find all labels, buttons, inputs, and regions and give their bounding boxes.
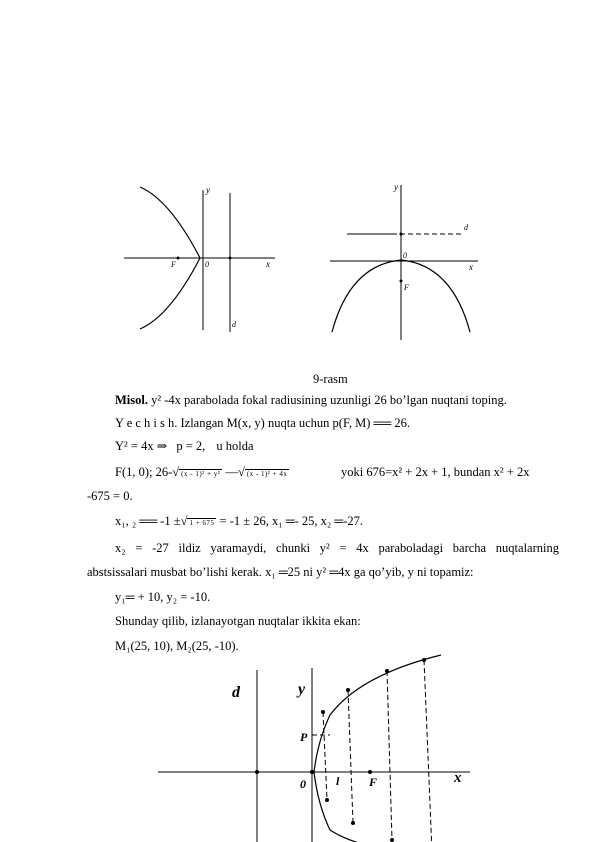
fig2-origin-label: 0 bbox=[300, 777, 306, 791]
example-label: Misol. bbox=[115, 393, 148, 407]
left-focus-label: F bbox=[171, 260, 176, 269]
left-x-label: x bbox=[266, 259, 270, 269]
sqrt-icon: √ bbox=[180, 514, 188, 528]
left-y-label: y bbox=[206, 185, 210, 195]
sqrt-icon: √ bbox=[237, 465, 245, 479]
root-separator: — bbox=[225, 465, 238, 479]
fig2-p-label: P bbox=[300, 730, 308, 744]
sqrt-icon: √ bbox=[172, 465, 180, 479]
root-expression-2: (x - 1)² + 4x bbox=[246, 469, 288, 478]
right-origin-label: 0 bbox=[403, 251, 407, 260]
root-expression-1: (x - 1)² + y² bbox=[181, 469, 221, 478]
solution-line: Y e c h i s h. Izlangan M(x, y) nuqta uchun p(F, M) ══ 26. bbox=[115, 416, 411, 430]
parabola-equation: Y² = 4x bbox=[115, 439, 154, 453]
right-focus-label: F bbox=[404, 283, 409, 292]
right-directrix-label: d bbox=[464, 223, 468, 232]
right-x-label: x bbox=[469, 262, 473, 272]
fig2-parabola bbox=[314, 655, 441, 842]
conclusion-line: Shunday qilib, izlanayotgan nuqtalar ikkita ekan: bbox=[115, 614, 361, 628]
fig2-point bbox=[325, 798, 329, 802]
points-line: M₁(25, 10), M₂(25, -10). bbox=[115, 639, 239, 653]
fig2-chord-4 bbox=[424, 660, 432, 842]
fig2-point bbox=[385, 669, 389, 673]
fig2-chord-3 bbox=[387, 671, 392, 840]
parameter-tail: u holda bbox=[216, 439, 254, 453]
parameter-value: p = 2, bbox=[176, 439, 206, 453]
figure-caption: 9-rasm bbox=[313, 372, 348, 386]
fig2-y-label: y bbox=[298, 681, 306, 698]
fig2-point bbox=[351, 821, 355, 825]
example-text: y² -4x parabolada fokal radiusining uzunligi 26 bo’lgan nuqtani toping. bbox=[147, 393, 507, 407]
focus-start: F(1, 0); 26- bbox=[115, 465, 173, 479]
right-y-label: y bbox=[394, 182, 398, 192]
roots-start: x₁, ₂ ══ -1 ± bbox=[115, 514, 181, 528]
explanation-line-2: abstsissalari musbat bo’lishi kerak. x₁ ═25 ni y² ═4x ga qo’yib, y ni topamiz: bbox=[87, 565, 474, 579]
fig2-origin-point bbox=[310, 770, 314, 774]
fig2-x-label: x bbox=[454, 770, 462, 786]
fig2-directrix-point bbox=[255, 770, 259, 774]
implies-arrow: ⇒ bbox=[156, 439, 168, 453]
fig2-point bbox=[346, 688, 350, 692]
left-directrix-label: d bbox=[232, 320, 236, 329]
fig2-point bbox=[321, 710, 325, 714]
focus-tail: yoki 676=x² + 2x + 1, bundan x² + 2x bbox=[341, 465, 530, 479]
roots-tail: = -1 ± 26, x₁ ═- 25, x₂ ═-27. bbox=[219, 514, 363, 528]
focus-continuation: -675 = 0. bbox=[87, 489, 133, 503]
fig2-point bbox=[422, 658, 426, 662]
fig2-point bbox=[390, 838, 394, 842]
root-expression-3: 1 + 675 bbox=[189, 518, 215, 527]
fig2-focus-point bbox=[368, 770, 372, 774]
fig2-l-label: l bbox=[336, 774, 340, 788]
fig2-directrix-label: d bbox=[232, 684, 240, 701]
fig2-chord-2 bbox=[348, 690, 353, 823]
left-origin-label: 0 bbox=[205, 260, 209, 269]
y-values-line: y₁═ + 10, y₂ = -10. bbox=[115, 590, 211, 604]
explanation-line-1: x₂ = -27 ildiz yaramaydi, chunki y² = 4x paraboladagi barcha nuqtalarning bbox=[115, 541, 559, 555]
fig2-focus-label: F bbox=[369, 775, 378, 789]
